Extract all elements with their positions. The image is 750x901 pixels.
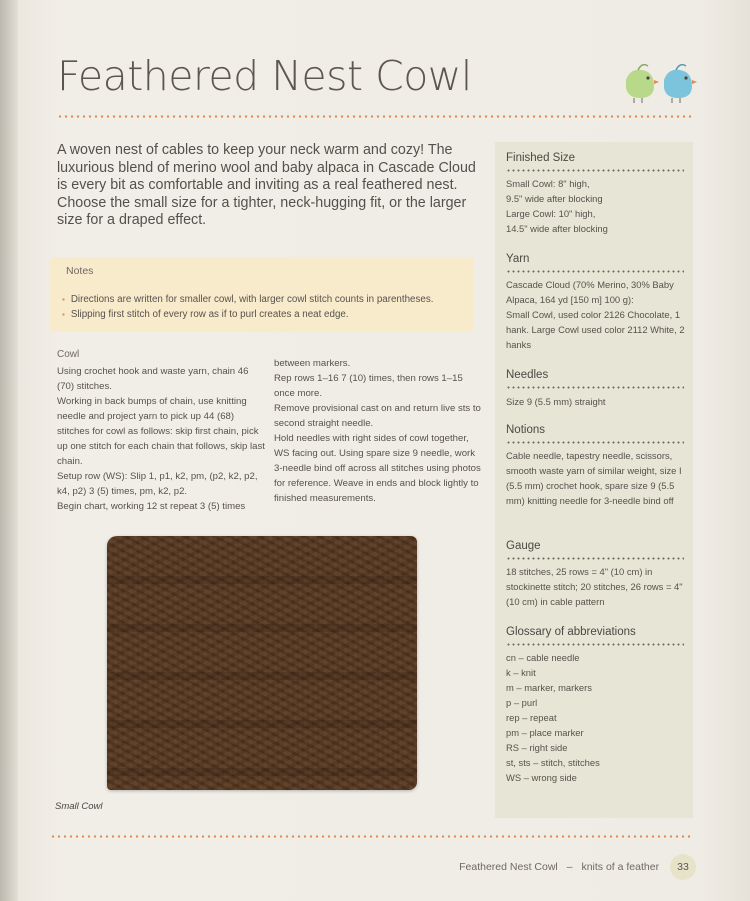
footer-section: knits of a feather <box>581 861 660 873</box>
sidebar-line: 9.5" wide after blocking <box>506 193 603 204</box>
intro-paragraph: A woven nest of cables to keep your neck warm and cozy! The luxurious blend of merino wool and baby alpaca in Cascade Cloud is every bit as comfortable and inviting as a real feathered nest. Choose the small size for a tighter, neck-hugging fit, or the larger size for a draped effect. <box>57 142 476 229</box>
glossary-list <box>506 650 686 785</box>
cable-texture <box>107 536 417 790</box>
section-divider <box>506 643 684 646</box>
sidebar-line: Large Cowl: 10" high, <box>506 208 596 219</box>
notes-title: Notes <box>66 265 94 277</box>
book-spine-shadow <box>0 0 18 901</box>
instruction-paragraph: Rep rows 1–16 7 (10) times, then rows 1–15 once more. <box>274 373 463 399</box>
sidebar-line: Cable needle, tapestry needle, scissors, smooth waste yarn of similar weight, size I (5.5 mm) crochet hook, spare size 9 (5.5 mm) knitting needle for 3-needle bind off <box>506 450 682 506</box>
glossary-item: WS – wrong side <box>506 772 577 783</box>
instruction-paragraph: Begin chart, working 12 st repeat 3 (5) times <box>57 501 246 512</box>
section-divider <box>506 169 684 172</box>
sidebar-line: 14.5" wide after blocking <box>506 223 608 234</box>
glossary-item: p – purl <box>506 697 538 708</box>
yarn-text <box>506 277 686 352</box>
section-divider <box>506 557 684 560</box>
notes-item: ▪ Directions are written for smaller cowl, with larger cowl stitch counts in parentheses. <box>62 292 433 307</box>
section-divider <box>506 270 684 273</box>
sidebar-line: Size 9 (5.5 mm) straight <box>506 396 606 407</box>
birds-icon <box>624 58 700 104</box>
sidebar-line: 18 stitches, 25 rows = 4" (10 cm) in stockinette stitch; 20 stitches, 26 rows = 4" (10 cm) in cable pattern <box>506 566 683 607</box>
instruction-paragraph: Working in back bumps of chain, use knitting needle and project yarn to pick up 44 (68) stitches for cowl as follows: skip first chain, pick up one stitch for each chain that follows, skip last chain. <box>57 396 265 467</box>
page-number: 33 <box>670 854 696 880</box>
title-divider <box>57 115 693 118</box>
finished-size-heading: Finished Size <box>506 152 576 164</box>
notes-box <box>50 257 474 332</box>
instruction-paragraph: Remove provisional cast on and return live sts to second straight needle. <box>274 403 481 429</box>
instruction-paragraph: between markers. <box>274 358 351 369</box>
finished-size-text <box>506 176 686 236</box>
footer-title: Feathered Nest Cowl <box>459 861 558 873</box>
photo-caption: Small Cowl <box>55 801 103 812</box>
instructions-column-2 <box>274 356 484 506</box>
needles-heading: Needles <box>506 369 549 381</box>
glossary-item: rep – repeat <box>506 712 557 723</box>
sidebar-line: Small Cowl, used color 2126 Chocolate, 1 hank. Large Cowl used color 2112 White, 2 hanks <box>506 309 685 350</box>
instructions-column-1 <box>57 364 267 514</box>
glossary-item: RS – right side <box>506 742 568 753</box>
gauge-text <box>506 564 686 609</box>
pattern-sidebar <box>495 142 693 818</box>
page-title: Feathered Nest Cowl <box>57 52 472 100</box>
gauge-heading: Gauge <box>506 540 541 552</box>
glossary-item: m – marker, markers <box>506 682 592 693</box>
instruction-paragraph: Setup row (WS): Slip 1, p1, k2, pm, (p2, k2, p2, k4, p2) 3 (5) times, pm, k2, p2. <box>57 471 258 497</box>
yarn-heading: Yarn <box>506 253 530 265</box>
page-footer <box>459 854 696 880</box>
section-divider <box>506 386 684 389</box>
glossary-item: pm – place marker <box>506 727 584 738</box>
needles-text <box>506 394 686 409</box>
glossary-heading: Glossary of abbreviations <box>506 626 636 638</box>
glossary-item: cn – cable needle <box>506 652 580 663</box>
cowl-heading: Cowl <box>57 349 80 360</box>
notions-text <box>506 448 686 508</box>
notes-list <box>62 292 433 322</box>
notes-item: ▪ Slipping first stitch of every row as if to purl creates a neat edge. <box>62 307 433 322</box>
glossary-item: k – knit <box>506 667 536 678</box>
cowl-photo <box>107 536 417 790</box>
sidebar-line: Cascade Cloud (70% Merino, 30% Baby Alpaca, 164 yd [150 m] 100 g): <box>506 279 674 305</box>
notions-heading: Notions <box>506 424 545 436</box>
glossary-item: st, sts – stitch, stitches <box>506 757 600 768</box>
sidebar-line: Small Cowl: 8" high, <box>506 178 590 189</box>
instruction-paragraph: Hold needles with right sides of cowl together, WS facing out. Using spare size 9 needle, work 3-needle bind off across all stitches using photos for reference. Weave in ends and block lightly to finished measurements. <box>274 433 481 504</box>
section-divider <box>506 441 684 444</box>
footer-dash: – <box>566 861 573 873</box>
footer-divider <box>50 835 693 838</box>
instruction-paragraph: Using crochet hook and waste yarn, chain 46 (70) stitches. <box>57 366 249 392</box>
